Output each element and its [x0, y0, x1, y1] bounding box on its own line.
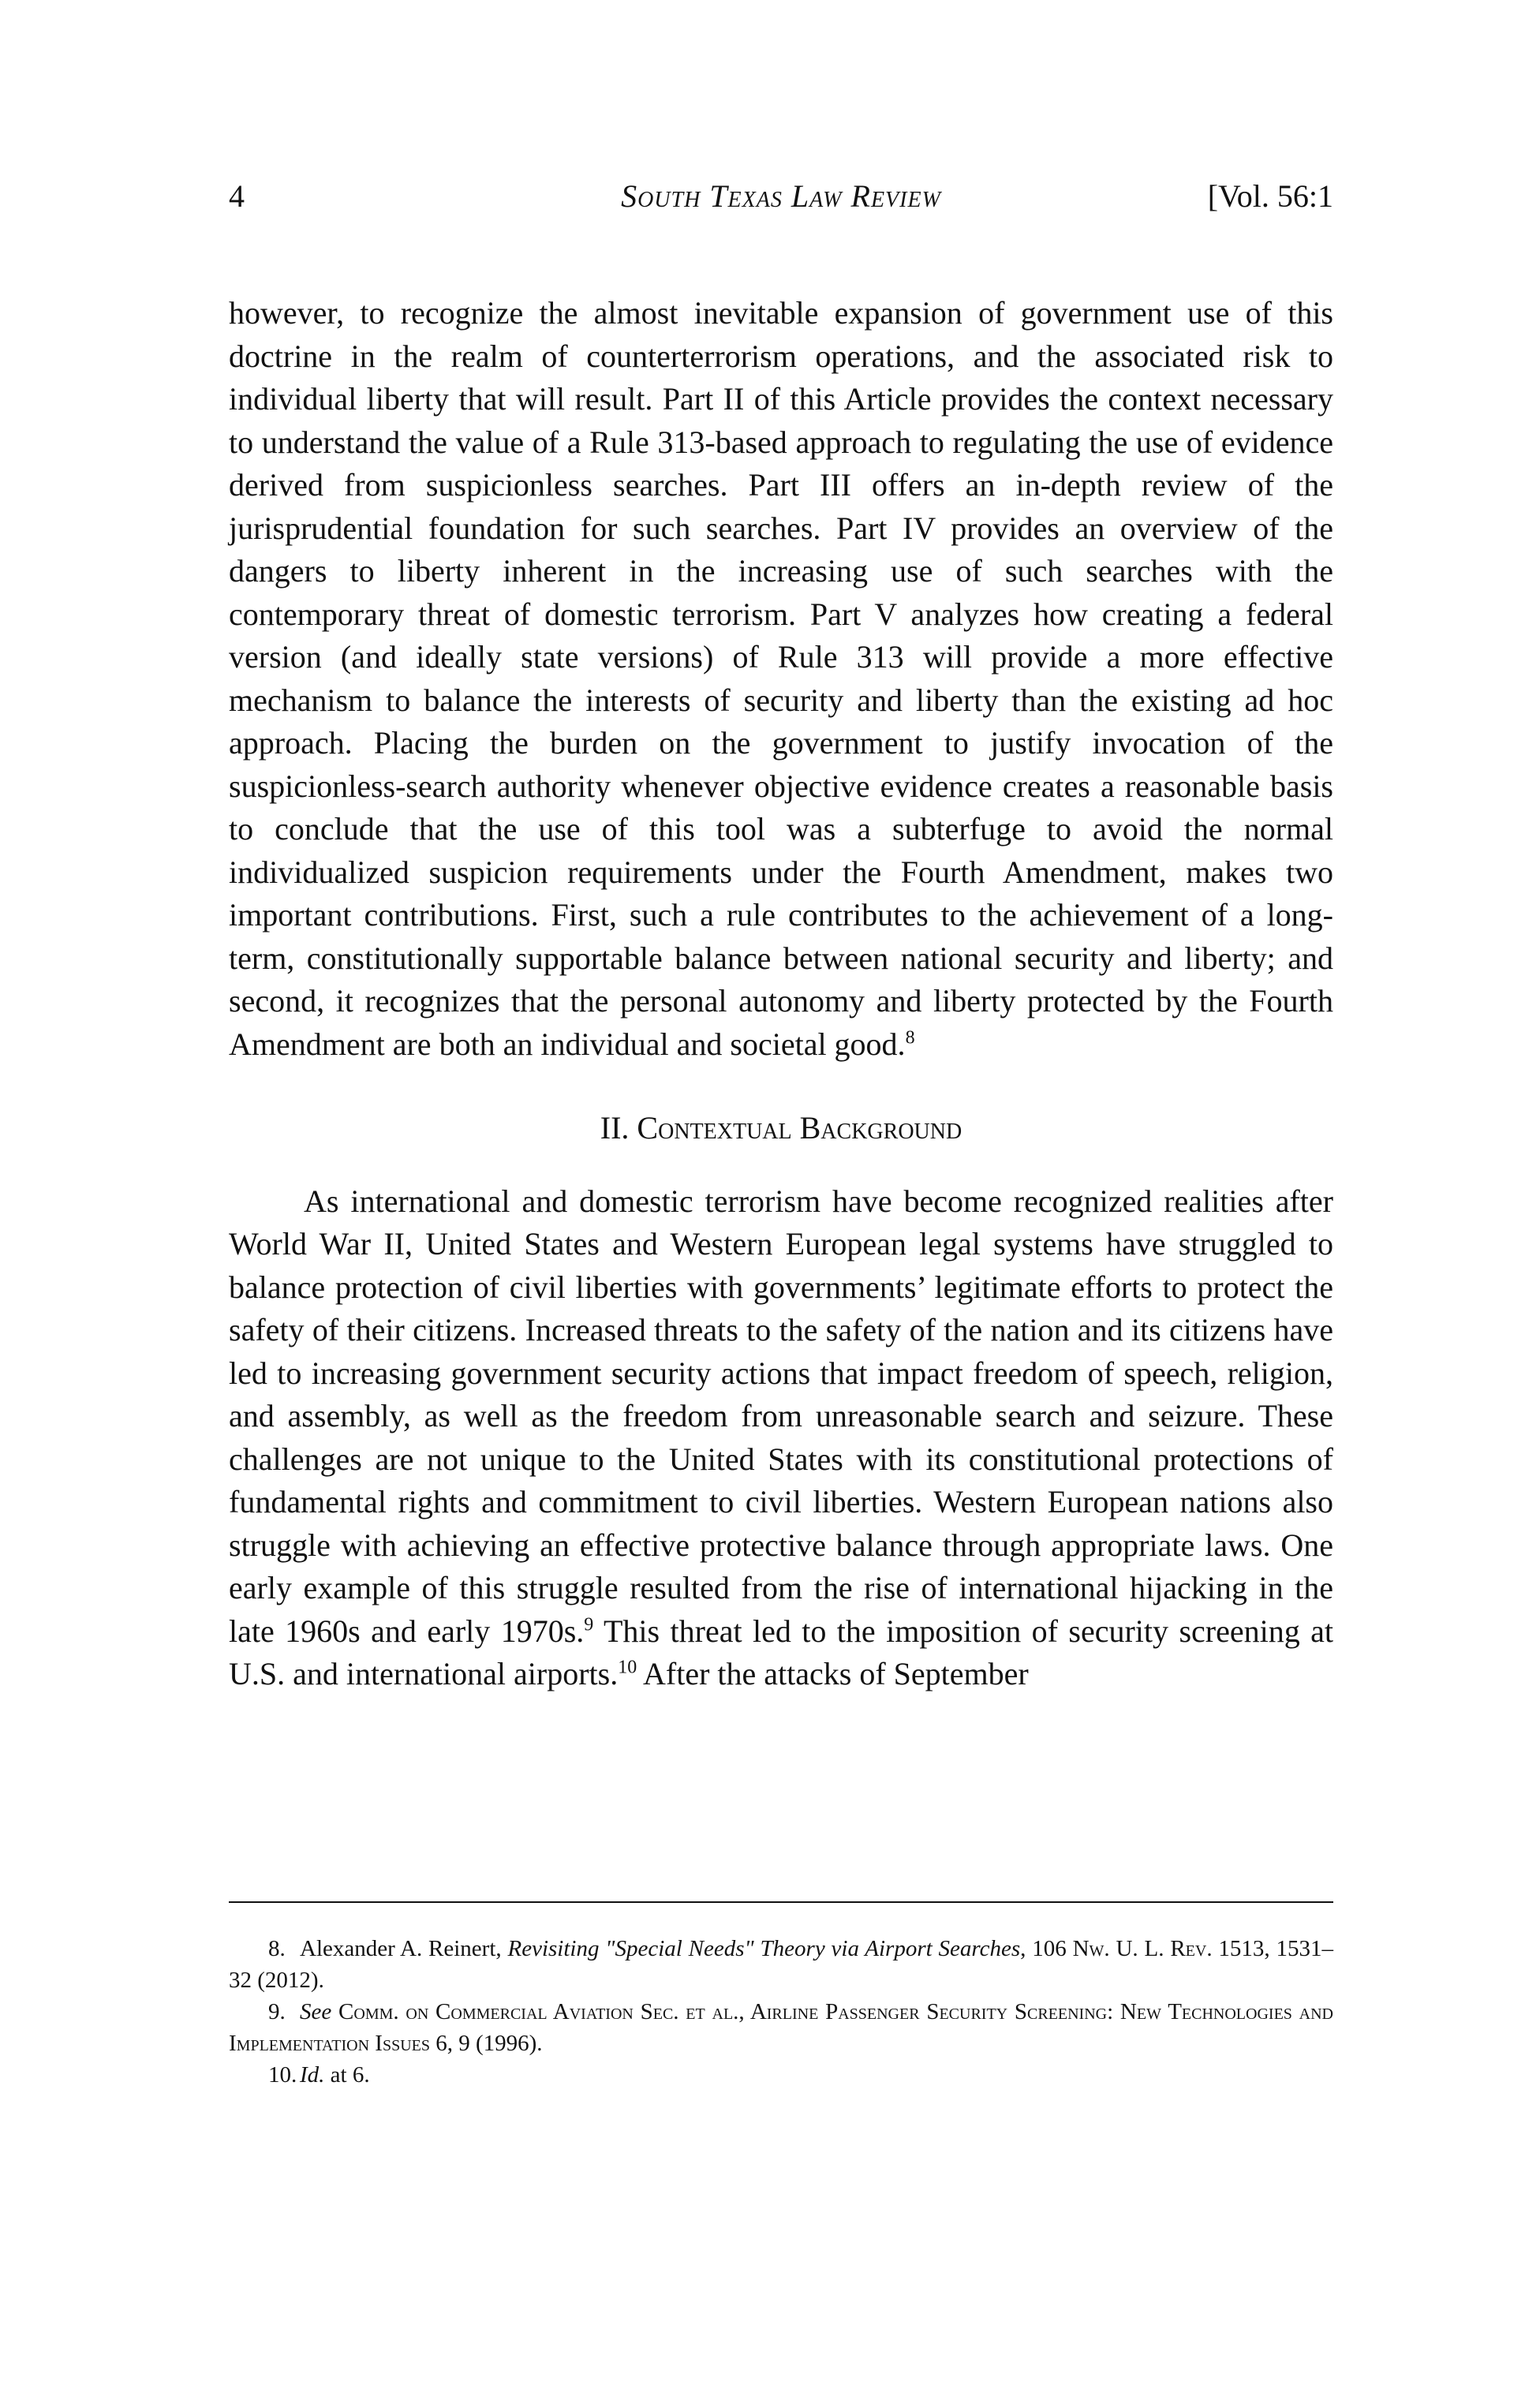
footnote-number: 10. [268, 2062, 297, 2088]
journal-title: South Texas Law Review [621, 178, 941, 214]
footnote-ref[interactable]: 8 [905, 1027, 915, 1048]
footnote-cite: 1513, 1531–32 (2012). [229, 1936, 1334, 1993]
paragraph-text: As international and domestic terrorism have become recognized realities after World War II, United States and Western European legal systems have struggled to balance protection of civil liberties with governments’ legitimate efforts to protect the safety of their citizens. Increased threats to the safety of the nation and its citizens have led to increasing government security actions that impact freedom of speech, religion, and assembly, as well as the freedom from unreasonable search and seizure. These challenges are not unique to the United States with its constitutional protections of fundamental rights and commitment to civil liberties. Western European nations also struggle with achieving an effective protective balance through appropriate laws. One early example of this struggle resulted from the rise of international hijacking in the late 1960s and early 1970s. [229, 1183, 1333, 1649]
footnote-divider [229, 1901, 1333, 1903]
paragraph-text: This threat led to the imposition of security screening at U.S. and international airports. [229, 1613, 1334, 1691]
footnote-source: Comm. on Commercial Aviation Sec. et al., Airline Passenger Security Screening: New Technologies and Implementation Issues [229, 1999, 1334, 2056]
footnote-ref[interactable]: 10 [618, 1657, 637, 1678]
paragraph [229, 1180, 1333, 1696]
footnote-cite: at 6. [324, 2062, 370, 2088]
footnote-signal: Id. [300, 2062, 325, 2088]
footnote-number: 9. [268, 1999, 286, 2024]
footnote-cite: , 106 [1020, 1936, 1073, 1961]
footnote-number: 8. [268, 1936, 286, 1961]
footnote-title: Revisiting "Special Needs" Theory via Airport Searches [507, 1936, 1021, 1961]
footnote-author: Alexander A. Reinert, [300, 1936, 508, 1961]
footnote-8 [229, 1933, 1333, 1996]
footnote-journal: Nw. U. L. Rev. [1072, 1936, 1213, 1961]
footnote-ref[interactable]: 9 [584, 1614, 594, 1635]
volume-label: [Vol. 56:1 [1207, 178, 1333, 214]
paragraph-text: however, to recognize the almost inevitable expansion of government use of this doctrine in the realm of counterterrorism operations, and the associated risk to individual liberty that will result. Part II of this Article provides the context necessary to understand the value of a Rule 313-based approach to regulating the use of evidence derived from suspicionless searches. Part III offers an in-depth review of the jurisprudential foundation for such searches. Part IV provides an overview of the dangers to liberty inherent in the increasing use of such searches with the contemporary threat of domestic terrorism. Part V analyzes how creating a federal version (and ideally state versions) of Rule 313 will provide a more effective mechanism to balance the interests of security and liberty than the existing ad hoc approach. Placing the burden on the government to justify invocation of the suspicionless-search authority whenever objective evidence creates a reasonable basis to conclude that the use of this tool was a subterfuge to avoid the normal individualized suspicion requirements under the Fourth Amendment, makes two important contributions. First, such a rule contributes to the achievement of a long-term, constitutionally supportable balance between national security and liberty; and second, it recognizes that the personal autonomy and liberty protected by the Fourth Amendment are both an individual and societal good. [229, 295, 1333, 1062]
footnote-cite: 6, 9 (1996). [429, 2031, 543, 2056]
section-heading: II. Contextual Background [600, 1110, 962, 1146]
footnote-10 [229, 2059, 1333, 2091]
paragraph [229, 292, 1333, 1066]
footnotes [229, 1933, 1333, 2091]
footnote-9 [229, 1996, 1333, 2059]
article-body [229, 292, 1333, 1696]
footnote-signal: See [300, 1999, 332, 2024]
running-header [229, 178, 1333, 225]
page-number: 4 [229, 178, 245, 214]
paragraph-text: After the attacks of September [637, 1656, 1029, 1691]
